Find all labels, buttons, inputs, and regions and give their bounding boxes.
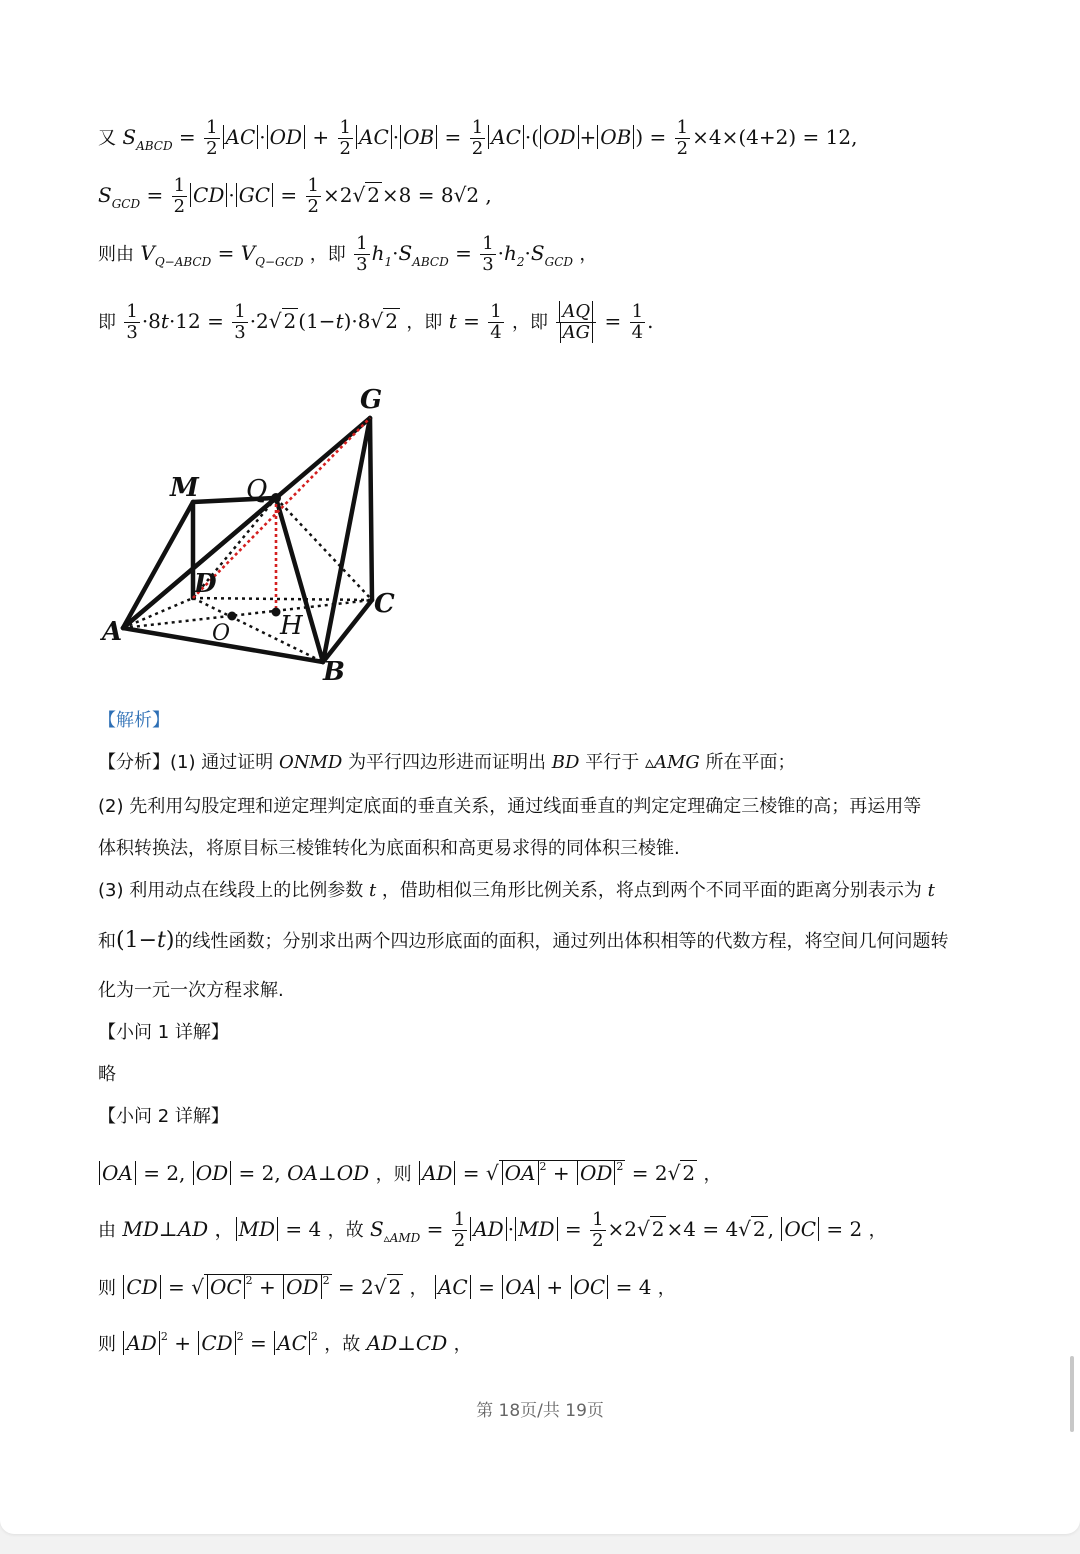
page-footer: 第 18页/共 19页 (476, 1401, 604, 1421)
analysis-p3-line1: (3) 利用动点在线段上的比例参数 t ，借助相似三角形比例关系，将点到两个不同平面的距离分别表示为 t (98, 880, 935, 901)
q2-line2: 由 MD⊥AD ， MD = 4 ，故 $S_{▵AMD}$ = $\frac{1}{2}$ AD · MD = $\frac{1}{2}$ ×2√ 2 ×4 = 4√ 2 , OC = 2 ， (98, 1209, 887, 1251)
edge-ma (123, 502, 193, 628)
analysis-p3-line3: 化为一元一次方程求解. (98, 980, 284, 1001)
q2-line4: 则 AD $^2$ + CD $^2$ = AC $^2$ ，故 AD⊥CD ， (98, 1330, 472, 1355)
label-o: O (212, 621, 231, 646)
pyramid-figure (98, 380, 418, 690)
point-o (228, 612, 237, 621)
q2-line1: OA = 2, OD = 2, OA⊥OD ，则 AD = √ OA $^2$ + OD $^2$ = 2√ 2 ， (98, 1154, 721, 1188)
label-m: M (170, 473, 199, 503)
scrollbar[interactable] (1070, 1356, 1074, 1432)
formula-s-gcd: $S_{GCD}$ = $\frac{1}{2}$ CD · GC = $\frac{1}{2}$ ×2√ 2 ×8 = 8√2 , (98, 175, 492, 217)
label-a: A (102, 617, 123, 647)
analysis-p2-line1: (2) 先利用勾股定理和逆定理判定底面的垂直关系，通过线面垂直的判定定理确定三棱锥的高；再运用等 (98, 796, 922, 817)
label-g: G (360, 385, 383, 415)
point-q (271, 493, 281, 503)
label-h: H (280, 611, 303, 641)
q2-line3: 则 CD = √ OC $^2$ + OD $^2$ = 2√ 2 ， AC = OA + OC = 4 ， (98, 1274, 676, 1299)
q1-body: 略 (98, 1064, 116, 1085)
analysis-p3-line2: 和(1−t)的线性函数；分别求出两个四边形底面的面积，通过列出体积相等的代数方程，将空间几何问题转 (98, 928, 949, 953)
label-d: D (194, 569, 217, 599)
label-b: B (323, 657, 345, 687)
analysis-title: 【解析】 (98, 710, 170, 731)
dotted-ac (123, 600, 372, 628)
dotted-dc (193, 598, 372, 600)
formula-volume-equality: 则由 $V_{Q-ABCD} = V_{Q-GCD}$ ，即 $\frac{1}{3}$ $h_1\cdot S_{ABCD}$ = $\frac{1}{3}$ $\cdot h_2\cdot S_{GCD}$ ， (98, 233, 598, 275)
formula-solve-t: 即 $\frac{1}{3}$ ·8t·12 = $\frac{1}{3}$ ·2√ 2 (1−t)·8√ 2 ，即 t = $\frac{1}{4}$ ，即 $\frac{AQ}{AG}$ = $\frac{1}{4}$ . (98, 301, 654, 343)
label-q: Q (246, 475, 268, 505)
label-c: C (374, 589, 395, 619)
analysis-p1: 【分析】(1) 通过证明 ONMD 为平行四边形进而证明出 BD 平行于 ▵AMG 所在平面； (98, 752, 796, 773)
q1-title: 【小问 1 详解】 (98, 1022, 229, 1043)
q2-title: 【小问 2 详解】 (98, 1106, 229, 1127)
analysis-p2-line2: 体积转换法，将原目标三棱锥转化为底面积和高更易求得的同体积三棱锥. (98, 838, 680, 859)
formula-s-abcd: 又 $S_{ABCD}$ = $\frac{1}{2}$ AC · OD + $\frac{1}{2}$ AC · OB = $\frac{1}{2}$ AC ·( OD + OB ) = $\frac{1}{2}$ ×4×(4+2) = 12, (98, 117, 858, 159)
edge-aq (123, 498, 276, 628)
edge-cg (370, 418, 372, 600)
